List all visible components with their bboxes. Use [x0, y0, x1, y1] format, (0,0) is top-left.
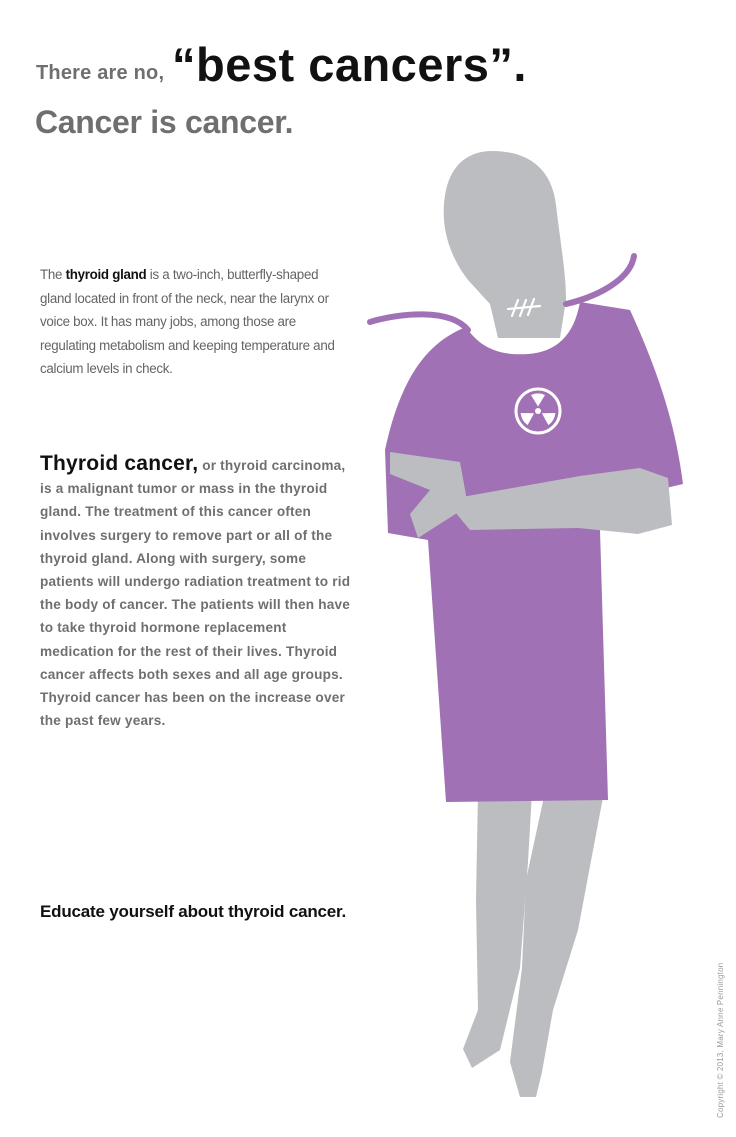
- headline-emphasis: “best cancers”.: [172, 38, 527, 91]
- hospital-gown: [385, 302, 683, 802]
- head: [444, 151, 566, 338]
- headline-prefix: There are no,: [36, 62, 165, 84]
- intro-body: is a two-inch, butterfly-shaped gland located in front of the neck, near the larynx or voice box. It has many jobs, among those are regulating metabolism and keeping temperature and calcium levels in check.: [40, 267, 335, 377]
- call-to-action: Educate yourself about thyroid cancer.: [40, 902, 347, 921]
- intro-lead: The: [40, 267, 66, 283]
- subheadline: Cancer is cancer.: [35, 104, 294, 140]
- legs: [463, 792, 604, 1097]
- copyright-notice: Copyright © 2013, Mary Anne Pennington: [716, 962, 725, 1118]
- thyroid-cancer-title: Thyroid cancer,: [40, 452, 199, 475]
- thyroid-cancer-body: or thyroid carcinoma, is a malignant tumor or mass in the thyroid gland. The treatment of this cancer often involves surgery to remove part or all of the thyroid gland. Along with surgery, some patients will undergo radiation treatment to rid the body of cancer. The patients will then have to take thyroid hormone replacement medication for the rest of their lives. Thyroid cancer affects both sexes and all age groups. Thyroid cancer has been on the increase over the past few years.: [40, 458, 351, 729]
- intro-term: thyroid gland: [65, 267, 147, 283]
